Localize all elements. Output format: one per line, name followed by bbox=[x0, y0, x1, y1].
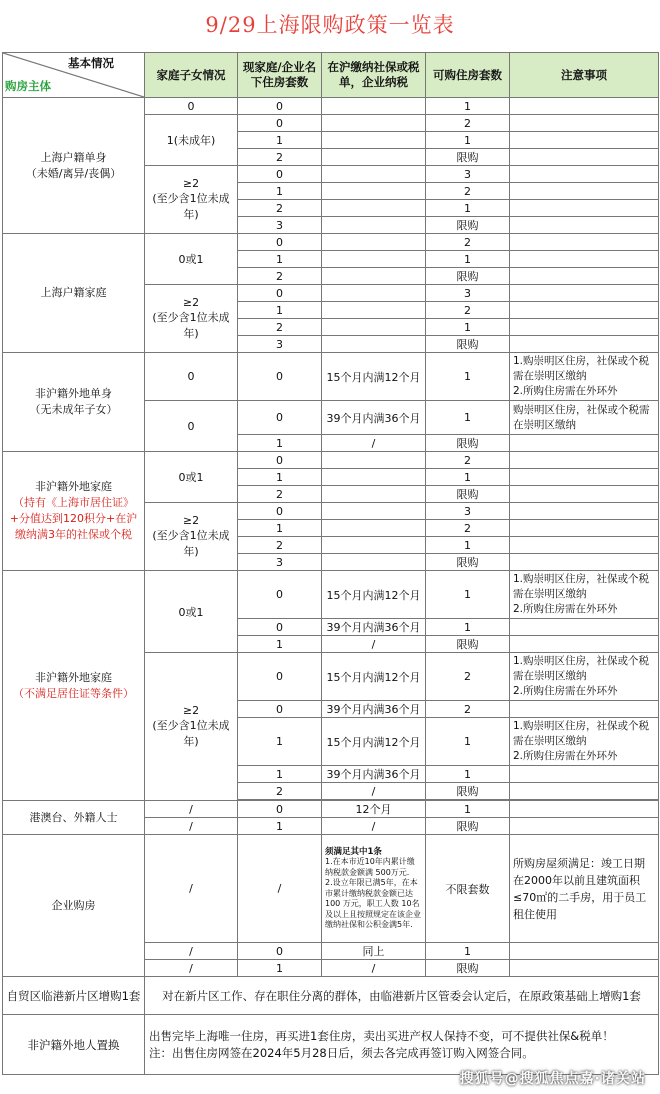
corner-top-label: 基本情况 bbox=[68, 56, 114, 70]
note-line: 2.所购住房需在外环外 bbox=[513, 385, 618, 397]
subject-swap: 非沪籍外地人置换 bbox=[3, 1015, 145, 1075]
allowed-cell: 2 bbox=[426, 653, 510, 701]
allowed-cell: 2 bbox=[426, 520, 510, 537]
allowed-cell: 1 bbox=[426, 469, 510, 486]
owned-cell: 0 bbox=[238, 653, 322, 701]
corp-condition-title: 须满足其中1条 bbox=[325, 846, 382, 857]
social-cell: / bbox=[322, 435, 426, 452]
owned-cell: 2 bbox=[238, 319, 322, 336]
owned-cell: 2 bbox=[238, 268, 322, 285]
social-cell: / bbox=[322, 960, 426, 977]
allowed-cell: 2 bbox=[426, 234, 510, 251]
owned-cell: 1 bbox=[238, 469, 322, 486]
subject-sublabel: （不满足居住证等条件） bbox=[13, 686, 134, 700]
subject-sublabel: （未婚/离异/丧偶） bbox=[25, 166, 122, 180]
owned-cell: 0 bbox=[238, 943, 322, 960]
subject-sublabel: （无未成年子女） bbox=[29, 403, 118, 416]
owned-cell: 0 bbox=[238, 353, 322, 401]
allowed-cell: 3 bbox=[426, 166, 510, 183]
subject-corporate: 企业购房 bbox=[3, 835, 145, 977]
page-title: 9/29上海限购政策一览表 bbox=[205, 13, 455, 37]
children-label: ≥2 bbox=[182, 296, 200, 309]
notes-cell bbox=[510, 571, 659, 619]
subject-label: 非沪籍外地家庭 bbox=[35, 670, 112, 684]
children-cell: / bbox=[145, 818, 238, 835]
allowed-cell: 1 bbox=[426, 251, 510, 268]
children-sublabel: (至少含1位未成年) bbox=[152, 719, 230, 748]
social-cell: 15个月内满12个月 bbox=[322, 571, 426, 619]
subject-non-family bbox=[3, 571, 145, 801]
social-cell: / bbox=[322, 783, 426, 800]
children-cell: 0 bbox=[145, 353, 238, 401]
subject-sh-family: 上海户籍家庭 bbox=[3, 234, 145, 353]
owned-cell: 3 bbox=[238, 217, 322, 234]
children-cell: / bbox=[145, 835, 238, 943]
allowed-cell: 限购 bbox=[426, 554, 510, 571]
social-cell: 15个月内满12个月 bbox=[322, 653, 426, 701]
owned-cell: 1 bbox=[238, 818, 322, 835]
owned-cell: 2 bbox=[238, 200, 322, 217]
allowed-cell: 限购 bbox=[426, 217, 510, 234]
allowed-cell: 限购 bbox=[426, 336, 510, 353]
allowed-cell: 1 bbox=[426, 132, 510, 149]
allowed-cell: 2 bbox=[426, 183, 510, 200]
owned-cell: 2 bbox=[238, 783, 322, 800]
notes-cell bbox=[510, 353, 659, 401]
notes-cell: 购崇明区住房，社保或个税需在崇明区缴纳 bbox=[510, 401, 659, 435]
header-owned: 现家庭/企业名下住房套数 bbox=[238, 53, 322, 98]
owned-cell: 2 bbox=[238, 149, 322, 166]
subject-label: 非沪籍外地家庭 bbox=[35, 480, 112, 493]
allowed-cell: 限购 bbox=[426, 435, 510, 452]
children-cell: 0或1 bbox=[145, 452, 238, 503]
owned-cell: 1 bbox=[238, 766, 322, 783]
owned-cell: 0 bbox=[238, 98, 322, 115]
owned-cell: 0 bbox=[238, 166, 322, 183]
allowed-cell: 1 bbox=[426, 537, 510, 554]
allowed-cell: 3 bbox=[426, 285, 510, 302]
social-cell-corporate bbox=[322, 835, 426, 943]
allowed-cell: 限购 bbox=[426, 486, 510, 503]
owned-cell: 1 bbox=[238, 960, 322, 977]
table-header bbox=[3, 53, 659, 98]
owned-cell: 1 bbox=[238, 718, 322, 766]
subject-sublabel: （持有《上海市居住证》+分值达到120积分+在沪缴纳满3年的社保或个税 bbox=[9, 496, 138, 541]
subject-label: 非沪籍外地单身 bbox=[35, 387, 112, 400]
ftz-policy-text: 对在新片区工作、存在职住分离的群体，由临港新片区管委会认定后，在原政策基础上增购1套 bbox=[145, 977, 659, 1015]
subject-hk-foreign: 港澳台、外籍人士 bbox=[3, 801, 145, 835]
owned-cell: 1 bbox=[238, 183, 322, 200]
owned-cell: 2 bbox=[238, 486, 322, 503]
subject-sh-single bbox=[3, 98, 145, 234]
children-sublabel: (至少含1位未成年) bbox=[152, 311, 230, 340]
allowed-cell: 1 bbox=[426, 319, 510, 336]
subject-label: 上海户籍单身 bbox=[40, 150, 107, 164]
children-cell: 1(未成年) bbox=[145, 115, 238, 166]
allowed-cell: 1 bbox=[426, 766, 510, 783]
children-cell bbox=[145, 166, 238, 234]
owned-cell: 0 bbox=[238, 701, 322, 718]
social-cell: 15个月内满12个月 bbox=[322, 353, 426, 401]
corner-bottom-label: 购房主体 bbox=[5, 79, 51, 93]
owned-cell: 1 bbox=[238, 435, 322, 452]
allowed-cell: 限购 bbox=[426, 149, 510, 166]
allowed-cell: 限购 bbox=[426, 960, 510, 977]
owned-cell: 0 bbox=[238, 801, 322, 818]
children-cell: / bbox=[145, 960, 238, 977]
social-cell: 12个月 bbox=[322, 801, 426, 818]
subject-non-single bbox=[3, 353, 145, 452]
owned-cell: 3 bbox=[238, 554, 322, 571]
allowed-cell: 1 bbox=[426, 718, 510, 766]
swap-policy-text bbox=[145, 1015, 659, 1075]
corp-condition-1: 1.在本市近10年内累计缴纳税款金额满 500万元. bbox=[325, 857, 415, 877]
allowed-cell: 2 bbox=[426, 701, 510, 718]
children-sublabel: (至少含1位未成年) bbox=[152, 192, 230, 221]
allowed-cell: 限购 bbox=[426, 818, 510, 835]
children-cell: 0 bbox=[145, 98, 238, 115]
note-line: 2.所购住房需在外环外 bbox=[513, 685, 618, 697]
allowed-cell: 1 bbox=[426, 619, 510, 636]
notes-cell: 所购房屋须满足：竣工日期在2000年以前且建筑面积≤70㎡的二手房，用于员工租住使用 bbox=[510, 835, 659, 943]
notes-cell bbox=[510, 653, 659, 701]
allowed-cell: 2 bbox=[426, 302, 510, 319]
header-children: 家庭子女情况 bbox=[145, 53, 238, 98]
swap-line-1: 出售完毕上海唯一住房，再买进1套住房，卖出买进产权人保持不变，可不提供社保&税单！ bbox=[149, 1028, 614, 1043]
owned-cell: 1 bbox=[238, 520, 322, 537]
allowed-cell: 限购 bbox=[426, 783, 510, 800]
social-cell: 39个月内满36个月 bbox=[322, 401, 426, 435]
social-cell: 39个月内满36个月 bbox=[322, 766, 426, 783]
owned-cell: / bbox=[238, 835, 322, 943]
owned-cell: 2 bbox=[238, 537, 322, 554]
allowed-cell: 不限套数 bbox=[426, 835, 510, 943]
owned-cell: 3 bbox=[238, 336, 322, 353]
allowed-cell: 限购 bbox=[426, 268, 510, 285]
social-cell: 同上 bbox=[322, 943, 426, 960]
allowed-cell: 2 bbox=[426, 115, 510, 132]
allowed-cell: 2 bbox=[426, 452, 510, 469]
owned-cell: 0 bbox=[238, 115, 322, 132]
children-label: ≥2 bbox=[182, 704, 200, 717]
swap-line-2: 注：出售住房网签在2024年5月28日后，须去各完成再签订购入网签合同。 bbox=[149, 1045, 534, 1060]
subject-non-family-resident bbox=[3, 452, 145, 571]
allowed-cell: 3 bbox=[426, 503, 510, 520]
note-line: 2.所购住房需在外环外 bbox=[513, 750, 618, 762]
owned-cell: 0 bbox=[238, 401, 322, 435]
note-line: 1.购崇明区住房，社保或个税需在崇明区缴纳 bbox=[513, 655, 650, 682]
allowed-cell: 1 bbox=[426, 98, 510, 115]
allowed-cell: 1 bbox=[426, 200, 510, 217]
notes-cell bbox=[510, 98, 659, 115]
social-cell: 15个月内满12个月 bbox=[322, 718, 426, 766]
owned-cell: 1 bbox=[238, 636, 322, 653]
watermark: 搜狐号@搜狐焦点嘉·诸关站 bbox=[459, 1071, 646, 1087]
owned-cell: 1 bbox=[238, 132, 322, 149]
allowed-cell: 1 bbox=[426, 801, 510, 818]
allowed-cell: 1 bbox=[426, 943, 510, 960]
owned-cell: 0 bbox=[238, 234, 322, 251]
children-label: ≥2 bbox=[182, 514, 200, 527]
children-cell: / bbox=[145, 801, 238, 818]
owned-cell: 0 bbox=[238, 571, 322, 619]
children-cell: 0 bbox=[145, 401, 238, 452]
children-cell: / bbox=[145, 943, 238, 960]
allowed-cell: 1 bbox=[426, 401, 510, 435]
corp-condition-2: 2.设立年限已满5年，在本市累计缴纳税款金额已达100 万元，职工人数 10名及以上且按照规定在该企业缴纳社保和公积金满5年. bbox=[325, 878, 421, 929]
header-allowed: 可购住房套数 bbox=[426, 53, 510, 98]
note-line: 1.购崇明区住房，社保或个税需在崇明区缴纳 bbox=[513, 355, 650, 382]
social-cell: 39个月内满36个月 bbox=[322, 701, 426, 718]
note-line: 2.所购住房需在外环外 bbox=[513, 603, 618, 615]
owned-cell: 0 bbox=[238, 285, 322, 302]
notes-cell bbox=[510, 718, 659, 766]
children-cell bbox=[145, 653, 238, 801]
allowed-cell: 1 bbox=[426, 353, 510, 401]
children-cell bbox=[145, 285, 238, 353]
note-line: 1.购崇明区住房，社保或个税需在崇明区缴纳 bbox=[513, 720, 650, 747]
children-cell: 0或1 bbox=[145, 234, 238, 285]
owned-cell: 0 bbox=[238, 619, 322, 636]
children-label: ≥2 bbox=[182, 177, 200, 190]
header-social: 在沪缴纳社保或税单，企业纳税 bbox=[322, 53, 426, 98]
policy-table bbox=[2, 52, 659, 1075]
children-cell bbox=[145, 503, 238, 571]
owned-cell: 1 bbox=[238, 302, 322, 319]
corner-cell bbox=[3, 53, 145, 98]
owned-cell: 0 bbox=[238, 503, 322, 520]
social-cell: / bbox=[322, 636, 426, 653]
allowed-cell: 限购 bbox=[426, 636, 510, 653]
header-notes: 注意事项 bbox=[510, 53, 659, 98]
children-sublabel: (至少含1位未成年) bbox=[152, 529, 230, 558]
owned-cell: 0 bbox=[238, 452, 322, 469]
social-cell: / bbox=[322, 818, 426, 835]
owned-cell: 1 bbox=[238, 251, 322, 268]
children-cell: 0或1 bbox=[145, 571, 238, 653]
social-cell bbox=[322, 98, 426, 115]
note-line: 1.购崇明区住房，社保或个税需在崇明区缴纳 bbox=[513, 573, 650, 600]
social-cell: 39个月内满36个月 bbox=[322, 619, 426, 636]
subject-ftz: 自贸区临港新片区增购1套 bbox=[3, 977, 145, 1015]
allowed-cell: 1 bbox=[426, 571, 510, 619]
